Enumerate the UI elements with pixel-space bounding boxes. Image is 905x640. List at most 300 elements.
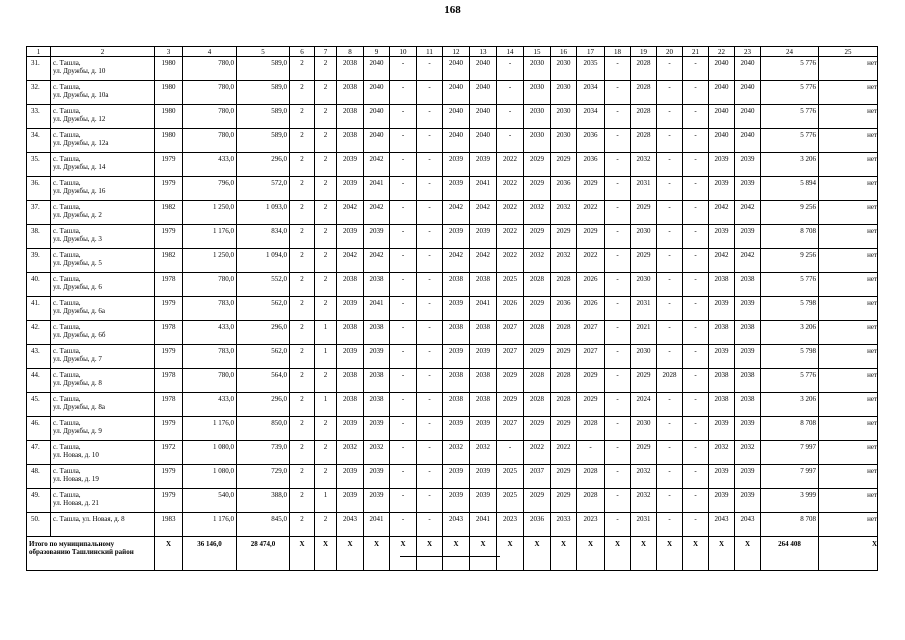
table-cell: 2032 xyxy=(337,441,364,465)
table-cell: 2041 xyxy=(364,297,390,321)
table-cell: 2038 xyxy=(364,273,390,297)
table-cell: 2042 xyxy=(337,201,364,225)
table-cell: 2029 xyxy=(551,153,577,177)
table-cell: 1 176,0 xyxy=(183,225,237,249)
table-cell: 589,0 xyxy=(237,81,290,105)
table-cell: 2029 xyxy=(524,297,551,321)
table-cell: 2040 xyxy=(709,57,735,81)
table-cell: - xyxy=(605,297,631,321)
address-cell xyxy=(51,249,155,273)
table-cell: 2040 xyxy=(735,81,761,105)
table-cell: 2029 xyxy=(577,225,605,249)
table-row xyxy=(27,249,878,273)
address-line-1: с. Ташла, xyxy=(53,227,81,235)
table-row xyxy=(27,393,878,417)
table-cell: 2038 xyxy=(735,393,761,417)
table-cell: 2029 xyxy=(524,345,551,369)
total-cell: Х xyxy=(155,537,183,571)
table-cell: 2 xyxy=(290,177,315,201)
table-cell: 2 xyxy=(315,441,337,465)
address-cell xyxy=(51,297,155,321)
table-cell: 1979 xyxy=(155,489,183,513)
address-line-2: ул. Дружбы, д. 6 xyxy=(53,283,102,291)
address-line-2: ул. Дружбы, д. 8а xyxy=(53,403,105,411)
column-number-header: 22 xyxy=(709,47,735,57)
table-cell: 589,0 xyxy=(237,129,290,153)
address-cell xyxy=(51,393,155,417)
column-number-row xyxy=(27,47,878,57)
table-cell: 589,0 xyxy=(237,57,290,81)
table-cell: 2036 xyxy=(577,129,605,153)
table-cell: 2029 xyxy=(497,369,524,393)
row-number: 39. xyxy=(27,249,51,273)
table-cell: 1 176,0 xyxy=(183,417,237,441)
table-cell: 2 xyxy=(290,393,315,417)
row-number: 44. xyxy=(27,369,51,393)
table-cell: нет xyxy=(819,441,878,465)
table-cell: 1982 xyxy=(155,249,183,273)
table-cell: 562,0 xyxy=(237,297,290,321)
table-cell: 2039 xyxy=(337,345,364,369)
table-cell: 1 xyxy=(315,393,337,417)
table-cell: - xyxy=(657,105,683,129)
table-cell: 2027 xyxy=(497,417,524,441)
table-cell: 2040 xyxy=(364,129,390,153)
table-cell: 562,0 xyxy=(237,345,290,369)
table-cell: 2040 xyxy=(709,105,735,129)
table-row xyxy=(27,369,878,393)
table-cell: 2040 xyxy=(709,129,735,153)
table-cell: 2040 xyxy=(709,81,735,105)
address-line-1: с. Ташла, xyxy=(53,443,81,451)
address-cell xyxy=(51,369,155,393)
table-cell: 2039 xyxy=(735,489,761,513)
address-line-1: с. Ташла, xyxy=(53,323,81,331)
table-cell: 2042 xyxy=(443,201,470,225)
table-cell: - xyxy=(683,273,709,297)
table-row xyxy=(27,57,878,81)
total-cell: Х xyxy=(551,537,577,571)
total-cell: Х xyxy=(497,537,524,571)
table-cell: 2039 xyxy=(735,225,761,249)
row-number: 46. xyxy=(27,417,51,441)
row-number: 40. xyxy=(27,273,51,297)
table-cell: 2036 xyxy=(577,153,605,177)
address-cell xyxy=(51,225,155,249)
table-cell: 2025 xyxy=(497,273,524,297)
table-cell: 2039 xyxy=(735,345,761,369)
table-cell: 2029 xyxy=(524,153,551,177)
table-cell: 2 xyxy=(290,105,315,129)
table-cell: - xyxy=(657,441,683,465)
table-cell: 2037 xyxy=(524,465,551,489)
table-cell: - xyxy=(657,417,683,441)
table-cell: 1 xyxy=(315,489,337,513)
address-line-1: с. Ташла, xyxy=(53,179,81,187)
table-cell: 2039 xyxy=(443,489,470,513)
address-cell xyxy=(51,345,155,369)
table-cell: - xyxy=(683,489,709,513)
table-cell: 433,0 xyxy=(183,321,237,345)
table-cell: 1 250,0 xyxy=(183,249,237,273)
table-row xyxy=(27,225,878,249)
table-cell: - xyxy=(605,105,631,129)
table-cell: 780,0 xyxy=(183,81,237,105)
table-cell: нет xyxy=(819,201,878,225)
table-cell: 2042 xyxy=(709,249,735,273)
table-cell: 783,0 xyxy=(183,297,237,321)
table-cell: - xyxy=(657,345,683,369)
address-line-2: ул. Дружбы, д. 10 xyxy=(53,67,106,75)
table-cell: - xyxy=(417,321,443,345)
table-cell: - xyxy=(417,249,443,273)
table-body xyxy=(27,57,878,571)
table-cell: 2031 xyxy=(631,177,657,201)
table-cell: - xyxy=(497,105,524,129)
table-cell: 2039 xyxy=(709,297,735,321)
table-cell: 2030 xyxy=(524,129,551,153)
table-cell: 2 xyxy=(315,513,337,537)
address-line-1: с. Ташла, xyxy=(53,203,81,211)
table-cell: - xyxy=(497,57,524,81)
table-cell: - xyxy=(657,513,683,537)
table-cell: 2038 xyxy=(337,369,364,393)
table-cell: - xyxy=(390,393,417,417)
column-number-header: 4 xyxy=(183,47,237,57)
table-cell: - xyxy=(605,345,631,369)
table-row xyxy=(27,105,878,129)
table-cell: - xyxy=(417,105,443,129)
table-cell: 2028 xyxy=(577,465,605,489)
address-line-2: ул. Дружбы, д. 7 xyxy=(53,355,102,363)
table-cell: 2029 xyxy=(524,417,551,441)
table-cell: 5 798 xyxy=(761,297,819,321)
table-cell: 2038 xyxy=(337,81,364,105)
address-line-1: с. Ташла, xyxy=(53,155,81,163)
table-cell: 2022 xyxy=(577,201,605,225)
table-cell: 2022 xyxy=(577,249,605,273)
table-cell: 2035 xyxy=(577,57,605,81)
address-line-2: ул. Дружбы, д. 12а xyxy=(53,139,109,147)
table-cell: 2043 xyxy=(337,513,364,537)
table-cell: - xyxy=(390,105,417,129)
table-cell: 2030 xyxy=(551,57,577,81)
table-cell: - xyxy=(417,153,443,177)
table-cell: 589,0 xyxy=(237,105,290,129)
table-cell: 2028 xyxy=(577,489,605,513)
total-cell: Х xyxy=(290,537,315,571)
table-cell: 2028 xyxy=(551,273,577,297)
housing-table xyxy=(26,46,878,571)
row-number: 32. xyxy=(27,81,51,105)
table-cell: - xyxy=(390,201,417,225)
column-number-header: 18 xyxy=(605,47,631,57)
address-line-1: с. Ташла, xyxy=(53,419,81,427)
table-cell: - xyxy=(657,273,683,297)
table-cell: 2041 xyxy=(470,177,497,201)
table-cell: нет xyxy=(819,105,878,129)
total-cell: Х xyxy=(417,537,443,571)
table-row xyxy=(27,489,878,513)
table-cell: 2039 xyxy=(709,177,735,201)
table-cell: - xyxy=(605,153,631,177)
table-cell: 2022 xyxy=(551,441,577,465)
table-cell: - xyxy=(390,345,417,369)
table-cell: нет xyxy=(819,249,878,273)
row-number: 37. xyxy=(27,201,51,225)
total-cell: 28 474,0 xyxy=(237,537,290,571)
table-cell: 2 xyxy=(315,369,337,393)
column-number-header: 17 xyxy=(577,47,605,57)
table-cell: 433,0 xyxy=(183,393,237,417)
table-cell: 780,0 xyxy=(183,57,237,81)
table-cell: 5 798 xyxy=(761,345,819,369)
table-cell: нет xyxy=(819,57,878,81)
table-cell: 1979 xyxy=(155,417,183,441)
table-cell: 2039 xyxy=(709,225,735,249)
table-cell: 3 206 xyxy=(761,393,819,417)
table-cell: 2039 xyxy=(709,153,735,177)
table-cell: 2043 xyxy=(443,513,470,537)
table-cell: 433,0 xyxy=(183,153,237,177)
table-cell: 2029 xyxy=(551,345,577,369)
table-cell: 2040 xyxy=(735,57,761,81)
row-number: 49. xyxy=(27,489,51,513)
table-cell: 2024 xyxy=(631,393,657,417)
table-cell: - xyxy=(390,465,417,489)
table-cell: 2038 xyxy=(709,321,735,345)
table-cell: - xyxy=(417,513,443,537)
table-cell: 1982 xyxy=(155,201,183,225)
table-cell: 2040 xyxy=(470,57,497,81)
table-cell: - xyxy=(390,81,417,105)
address-line-2: ул. Дружбы, д. 5 xyxy=(53,259,102,267)
table-cell: 2042 xyxy=(735,201,761,225)
table-cell: 2040 xyxy=(443,129,470,153)
total-cell: Х xyxy=(577,537,605,571)
table-cell: - xyxy=(683,513,709,537)
table-cell: 5 776 xyxy=(761,273,819,297)
row-number: 50. xyxy=(27,513,51,537)
address-cell xyxy=(51,417,155,441)
table-cell: - xyxy=(657,57,683,81)
table-cell: 2026 xyxy=(577,273,605,297)
total-cell: Х xyxy=(443,537,470,571)
table-cell: 2039 xyxy=(364,417,390,441)
table-cell: 296,0 xyxy=(237,153,290,177)
table-cell: нет xyxy=(819,273,878,297)
table-cell: 296,0 xyxy=(237,321,290,345)
table-cell: - xyxy=(390,321,417,345)
table-row xyxy=(27,321,878,345)
table-row xyxy=(27,81,878,105)
table-cell: 2 xyxy=(315,81,337,105)
table-cell: 1 093,0 xyxy=(237,201,290,225)
table-cell: - xyxy=(657,297,683,321)
table-cell: 8 708 xyxy=(761,417,819,441)
table-cell: - xyxy=(417,129,443,153)
table-cell: 2039 xyxy=(337,297,364,321)
table-cell: 2042 xyxy=(364,249,390,273)
table-cell: - xyxy=(657,201,683,225)
table-cell: - xyxy=(390,153,417,177)
address-line-2: ул. Дружбы, д. 9 xyxy=(53,427,102,435)
table-cell: - xyxy=(497,81,524,105)
table-cell: 2028 xyxy=(577,417,605,441)
table-cell: - xyxy=(683,129,709,153)
table-cell: 739,0 xyxy=(237,441,290,465)
table-cell: - xyxy=(417,57,443,81)
column-number-header: 16 xyxy=(551,47,577,57)
table-cell: 2039 xyxy=(443,177,470,201)
column-number-header: 1 xyxy=(27,47,51,57)
table-cell: 2030 xyxy=(551,105,577,129)
table-cell: 2030 xyxy=(551,81,577,105)
table-cell: 2 xyxy=(315,57,337,81)
column-number-header: 10 xyxy=(390,47,417,57)
table-cell: 2040 xyxy=(443,57,470,81)
table-cell: 2030 xyxy=(524,57,551,81)
table-cell: - xyxy=(683,297,709,321)
table-cell: 540,0 xyxy=(183,489,237,513)
table-cell: 1980 xyxy=(155,81,183,105)
table-cell: 2029 xyxy=(577,177,605,201)
table-cell: 5 894 xyxy=(761,177,819,201)
address-line-2: ул. Дружбы, д. 6б xyxy=(53,331,106,339)
table-cell: - xyxy=(657,153,683,177)
table-cell: 2 xyxy=(315,225,337,249)
table-cell: 2 xyxy=(315,417,337,441)
table-cell: 296,0 xyxy=(237,393,290,417)
address-line-1: с. Ташла, xyxy=(53,275,81,283)
table-cell: 2028 xyxy=(551,369,577,393)
table-cell: 2029 xyxy=(631,249,657,273)
table-cell: 834,0 xyxy=(237,225,290,249)
address-cell xyxy=(51,177,155,201)
table-cell: 5 776 xyxy=(761,105,819,129)
table-cell: 2042 xyxy=(443,249,470,273)
table-cell: 7 997 xyxy=(761,441,819,465)
address-line-1: с. Ташла, xyxy=(53,467,81,475)
table-cell: 780,0 xyxy=(183,369,237,393)
table-cell: - xyxy=(390,369,417,393)
address-cell xyxy=(51,105,155,129)
table-cell: 2039 xyxy=(470,489,497,513)
table-cell: 1980 xyxy=(155,129,183,153)
column-number-header: 12 xyxy=(443,47,470,57)
table-cell: нет xyxy=(819,513,878,537)
address-line-1: с. Ташла, xyxy=(53,131,81,139)
table-cell: 3 999 xyxy=(761,489,819,513)
table-cell: 2039 xyxy=(735,153,761,177)
table-cell: 2029 xyxy=(551,225,577,249)
table-cell: 2040 xyxy=(470,129,497,153)
table-cell: 2027 xyxy=(577,321,605,345)
table-cell: 2030 xyxy=(524,105,551,129)
table-cell: 1 094,0 xyxy=(237,249,290,273)
table-cell: - xyxy=(417,201,443,225)
table-cell: 1979 xyxy=(155,225,183,249)
table-cell: 2022 xyxy=(524,441,551,465)
table-cell: 2038 xyxy=(735,321,761,345)
table-cell: 2039 xyxy=(443,345,470,369)
table-cell: 2038 xyxy=(443,369,470,393)
row-number: 41. xyxy=(27,297,51,321)
table-cell: - xyxy=(605,129,631,153)
column-number-header: 19 xyxy=(631,47,657,57)
table-cell: 2038 xyxy=(470,369,497,393)
table-cell: 2029 xyxy=(631,201,657,225)
table-cell: 2039 xyxy=(337,225,364,249)
table-cell: - xyxy=(605,273,631,297)
table-cell: - xyxy=(390,177,417,201)
table-cell: - xyxy=(657,81,683,105)
table-cell: 1980 xyxy=(155,57,183,81)
column-number-header: 13 xyxy=(470,47,497,57)
table-cell: нет xyxy=(819,369,878,393)
table-cell: - xyxy=(683,201,709,225)
table-cell: 388,0 xyxy=(237,489,290,513)
table-row xyxy=(27,345,878,369)
table-cell: 2039 xyxy=(735,417,761,441)
table-cell: 2 xyxy=(290,417,315,441)
total-cell: Х xyxy=(605,537,631,571)
column-number-header: 24 xyxy=(761,47,819,57)
total-cell: Х xyxy=(735,537,761,571)
column-number-header: 8 xyxy=(337,47,364,57)
table-cell: - xyxy=(417,441,443,465)
table-cell: нет xyxy=(819,81,878,105)
table-cell: 2040 xyxy=(364,81,390,105)
table-cell: 2041 xyxy=(470,513,497,537)
table-cell: нет xyxy=(819,489,878,513)
table-cell: 2032 xyxy=(551,249,577,273)
total-cell: Х xyxy=(631,537,657,571)
table-cell: 2039 xyxy=(709,489,735,513)
table-cell: 2026 xyxy=(577,297,605,321)
table-cell: 2030 xyxy=(524,81,551,105)
total-cell: Х xyxy=(470,537,497,571)
address-cell xyxy=(51,153,155,177)
table-cell: 2030 xyxy=(631,273,657,297)
table-cell: 2042 xyxy=(364,153,390,177)
table-cell: - xyxy=(605,177,631,201)
table-cell: 2029 xyxy=(524,225,551,249)
column-number-header: 3 xyxy=(155,47,183,57)
table-cell: 2039 xyxy=(735,297,761,321)
total-cell: Х xyxy=(657,537,683,571)
address-cell xyxy=(51,489,155,513)
table-cell: 2030 xyxy=(631,345,657,369)
table-cell: 2040 xyxy=(364,57,390,81)
table-cell: 2029 xyxy=(524,489,551,513)
table-cell: 2040 xyxy=(735,105,761,129)
table-cell: 2039 xyxy=(337,489,364,513)
table-cell: - xyxy=(417,297,443,321)
table-cell: 1978 xyxy=(155,369,183,393)
table-cell: 1979 xyxy=(155,465,183,489)
table-cell: нет xyxy=(819,297,878,321)
address-line-1: с. Ташла, xyxy=(53,299,81,307)
table-cell: - xyxy=(390,417,417,441)
table-cell: - xyxy=(605,57,631,81)
table-cell: 2029 xyxy=(551,489,577,513)
table-cell: 3 206 xyxy=(761,153,819,177)
table-cell: 2039 xyxy=(337,153,364,177)
table-row xyxy=(27,153,878,177)
table-cell: нет xyxy=(819,465,878,489)
table-cell: 2022 xyxy=(497,225,524,249)
